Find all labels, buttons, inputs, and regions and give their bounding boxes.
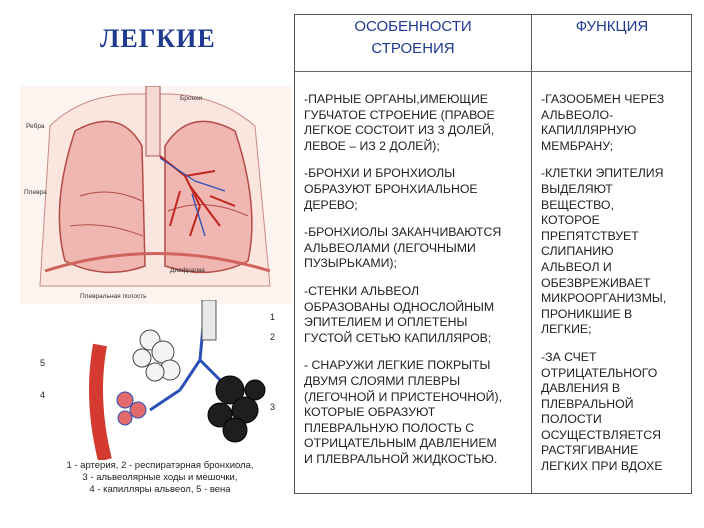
structure-column: [304, 92, 532, 479]
marker-1: 1: [270, 312, 276, 322]
marker-3: 3: [270, 402, 276, 412]
label-bronchus: Бронхи: [180, 95, 202, 102]
marker-2: 2: [270, 332, 276, 342]
label-pleural-cavity: Плевральная полость: [80, 293, 147, 300]
alveoli-caption: [40, 460, 280, 496]
label-diaphragm: Диафрагма: [170, 267, 205, 274]
alveoli-illustration: [30, 300, 292, 460]
marker-4: 4: [40, 390, 46, 400]
caption-line: 3 - альвеолярные ходы и мешочки,: [82, 472, 238, 483]
structure-item: -БРОНХИОЛЫ ЗАКАНЧИВАЮТСЯ АЛЬВЕОЛАМИ (ЛЕГОЧНЫМИ ПУЗЫРЬКАМИ);: [304, 225, 502, 271]
function-item: -ЗА СЧЕТ ОТРИЦАТЕЛЬНОГО ДАВЛЕНИЯ В ПЛЕВРАЛЬНОЙ ПОЛОСТИ ОСУЩЕСТВЛЯЕТСЯ РАСТЯГИВАНИЕ ЛЕГКИХ ПРИ ВДОХЕ: [541, 349, 663, 474]
function-item: -ГАЗООБМЕН ЧЕРЕЗ АЛЬВЕОЛО- КАПИЛЛЯРНУЮ МЕМБРАНУ;: [541, 92, 665, 153]
label-rib: Ребра: [26, 123, 45, 130]
caption-line: 4 - капилляры альвеол, 5 - вена: [89, 484, 231, 495]
structure-header: ОСОБЕННОСТИ СТРОЕНИЯ: [354, 18, 472, 57]
function-item: -КЛЕТКИ ЭПИТЕЛИЯ ВЫДЕЛЯЮТ ВЕЩЕСТВО, КОТОРОЕ ПРЕПЯТСТВУЕТ СЛИПАНИЮ АЛЬВЕОЛ И ОБЕЗВРЕЖИВАЕТ МИКРООРГАНИЗМЫ, ПРОНИКШИЕ В ЛЕГКИЕ;: [541, 166, 667, 337]
structure-item: -ПАРНЫЕ ОРГАНЫ,ИМЕЮЩИЕ ГУБЧАТОЕ СТРОЕНИЕ (ПРАВОЕ ЛЕГКОЕ СОСТОИТ ИЗ 3 ДОЛЕЙ, ЛЕВОЕ – ИЗ 2 ДОЛЕЙ);: [304, 92, 495, 153]
structure-item: -БРОНХИ И БРОНХИОЛЫ ОБРАЗУЮТ БРОНХИАЛЬНОЕ ДЕРЕВО;: [304, 166, 478, 212]
function-column: [541, 92, 691, 487]
lungs-illustration: [20, 86, 292, 304]
structure-item: -СТЕНКИ АЛЬВЕОЛ ОБРАЗОВАНЫ ОДНОСЛОЙНЫМ ЭПИТЕЛИЕМ И ОПЛЕТЕНЫ ГУСТОЙ СЕТЬЮ КАПИЛЛЯРОВ;: [304, 283, 495, 345]
page-title: ЛЕГКИЕ: [100, 24, 216, 53]
label-pleura: Плевра: [24, 189, 47, 196]
structure-item: - СНАРУЖИ ЛЕГКИЕ ПОКРЫТЫ ДВУМЯ СЛОЯМИ ПЛЕВРЫ (ЛЕГОЧНОЙ И ПРИСТЕНОЧНОЙ), КОТОРЫЕ ОБРАЗУЮТ ПЛЕВРАЛЬНУЮ ПОЛОСТЬ С ОТРИЦАТЕЛЬНЫМ ДАВЛЕНИЕМ И ПЛЕВРАЛЬНОЙ ЖИДКОСТЬЮ.: [304, 358, 503, 466]
caption-line: 1 - артерия, 2 - респиратэрная бронхиола,: [66, 460, 254, 471]
header-divider: [294, 71, 692, 72]
marker-5: 5: [40, 358, 46, 368]
function-header: ФУНКЦИЯ: [575, 18, 649, 35]
